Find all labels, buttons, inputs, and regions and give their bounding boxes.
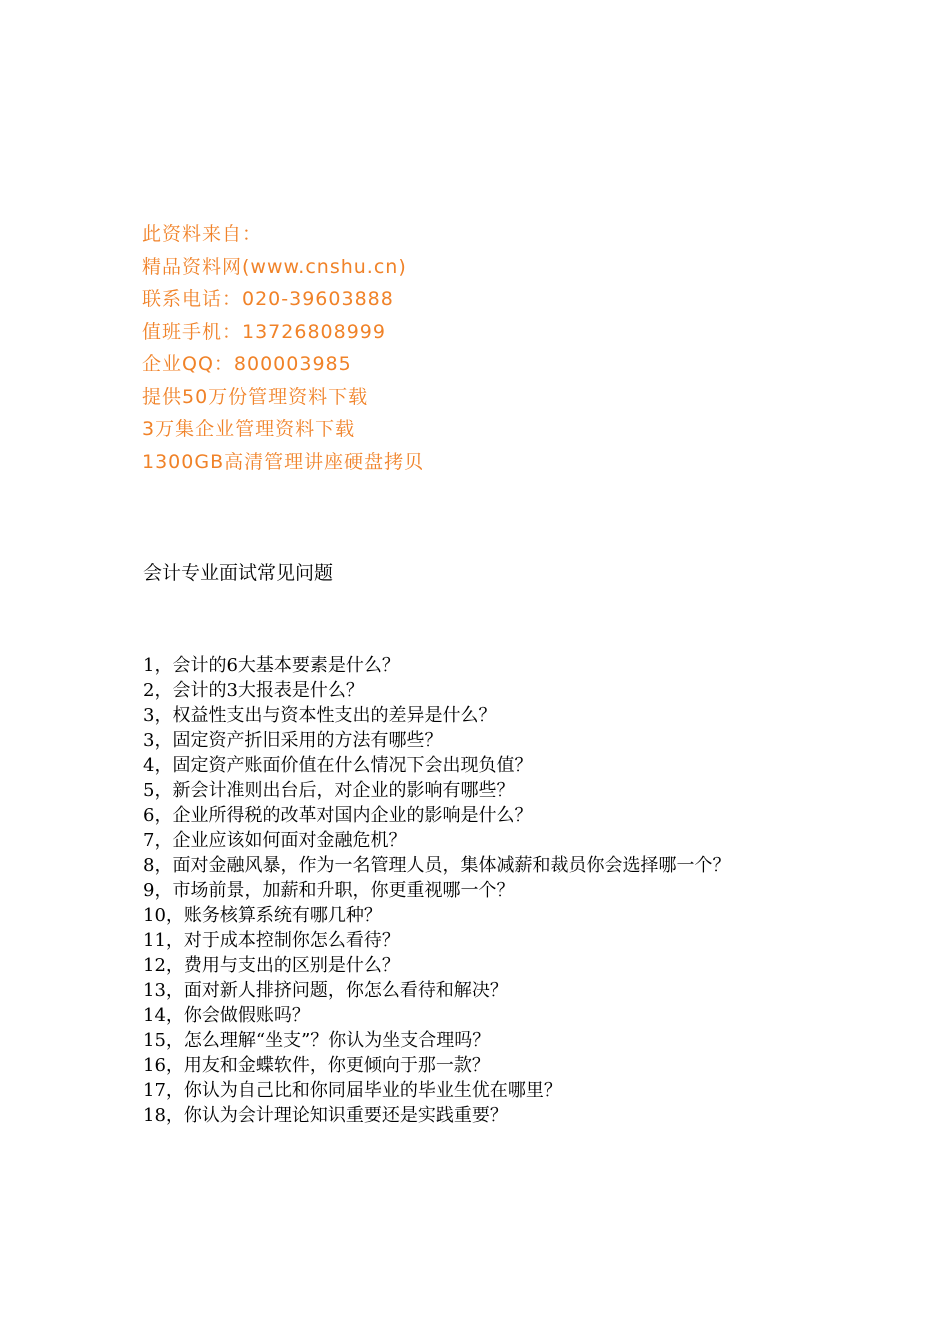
question-item: 17，你认为自己比和你同届毕业的毕业生优在哪里？	[143, 1080, 562, 1101]
promo-offer-docs: 提供50万份管理资料下载	[142, 385, 369, 408]
question-item: 16，用友和金蝶软件，你更倾向于那一款？	[143, 1055, 490, 1076]
question-item: 8，面对金融风暴，作为一名管理人员，集体减薪和裁员你会选择哪一个？	[143, 855, 731, 876]
promo-block	[142, 218, 842, 478]
question-item: 14，你会做假账吗？	[143, 1005, 310, 1026]
question-item: 7，企业应该如何面对金融危机？	[143, 830, 407, 851]
question-list	[143, 653, 808, 1128]
question-item: 2，会计的3大报表是什么？	[143, 680, 364, 701]
promo-offer-videos: 3万集企业管理资料下载	[142, 418, 356, 440]
question-item: 4，固定资产账面价值在什么情况下会出现负值？	[143, 755, 533, 776]
question-item: 3，固定资产折旧采用的方法有哪些？	[143, 730, 443, 751]
question-item: 18，你认为会计理论知识重要还是实践重要？	[143, 1105, 508, 1126]
question-item: 13，面对新人排挤问题，你怎么看待和解决？	[143, 980, 508, 1001]
question-item: 15，怎么理解“坐支”？你认为坐支合理吗？	[143, 1030, 491, 1051]
question-item: 12，费用与支出的区别是什么？	[143, 955, 400, 976]
question-item: 5，新会计准则出台后，对企业的影响有哪些？	[143, 780, 515, 801]
question-item: 1，会计的6大基本要素是什么？	[143, 655, 400, 676]
page-title: 会计专业面试常见问题	[143, 562, 334, 584]
question-item: 3，权益性支出与资本性支出的差异是什么？	[143, 705, 497, 726]
promo-phone: 联系电话：020-39603888	[142, 288, 394, 310]
question-item: 9，市场前景，加薪和升职，你更重视哪一个？	[143, 880, 515, 901]
question-item: 11，对于成本控制你怎么看待？	[143, 930, 400, 951]
promo-qq: 企业QQ：800003985	[142, 353, 352, 375]
promo-mobile: 值班手机：13726808999	[142, 320, 386, 343]
promo-website[interactable]: 精品资料网(www.cnshu.cn)	[142, 255, 407, 278]
promo-offer-lectures: 1300GB高清管理讲座硬盘拷贝	[142, 450, 425, 473]
promo-source-label: 此资料来自：	[142, 223, 263, 245]
question-item: 10，账务核算系统有哪几种？	[143, 905, 382, 926]
question-item: 6，企业所得税的改革对国内企业的影响是什么？	[143, 805, 533, 826]
